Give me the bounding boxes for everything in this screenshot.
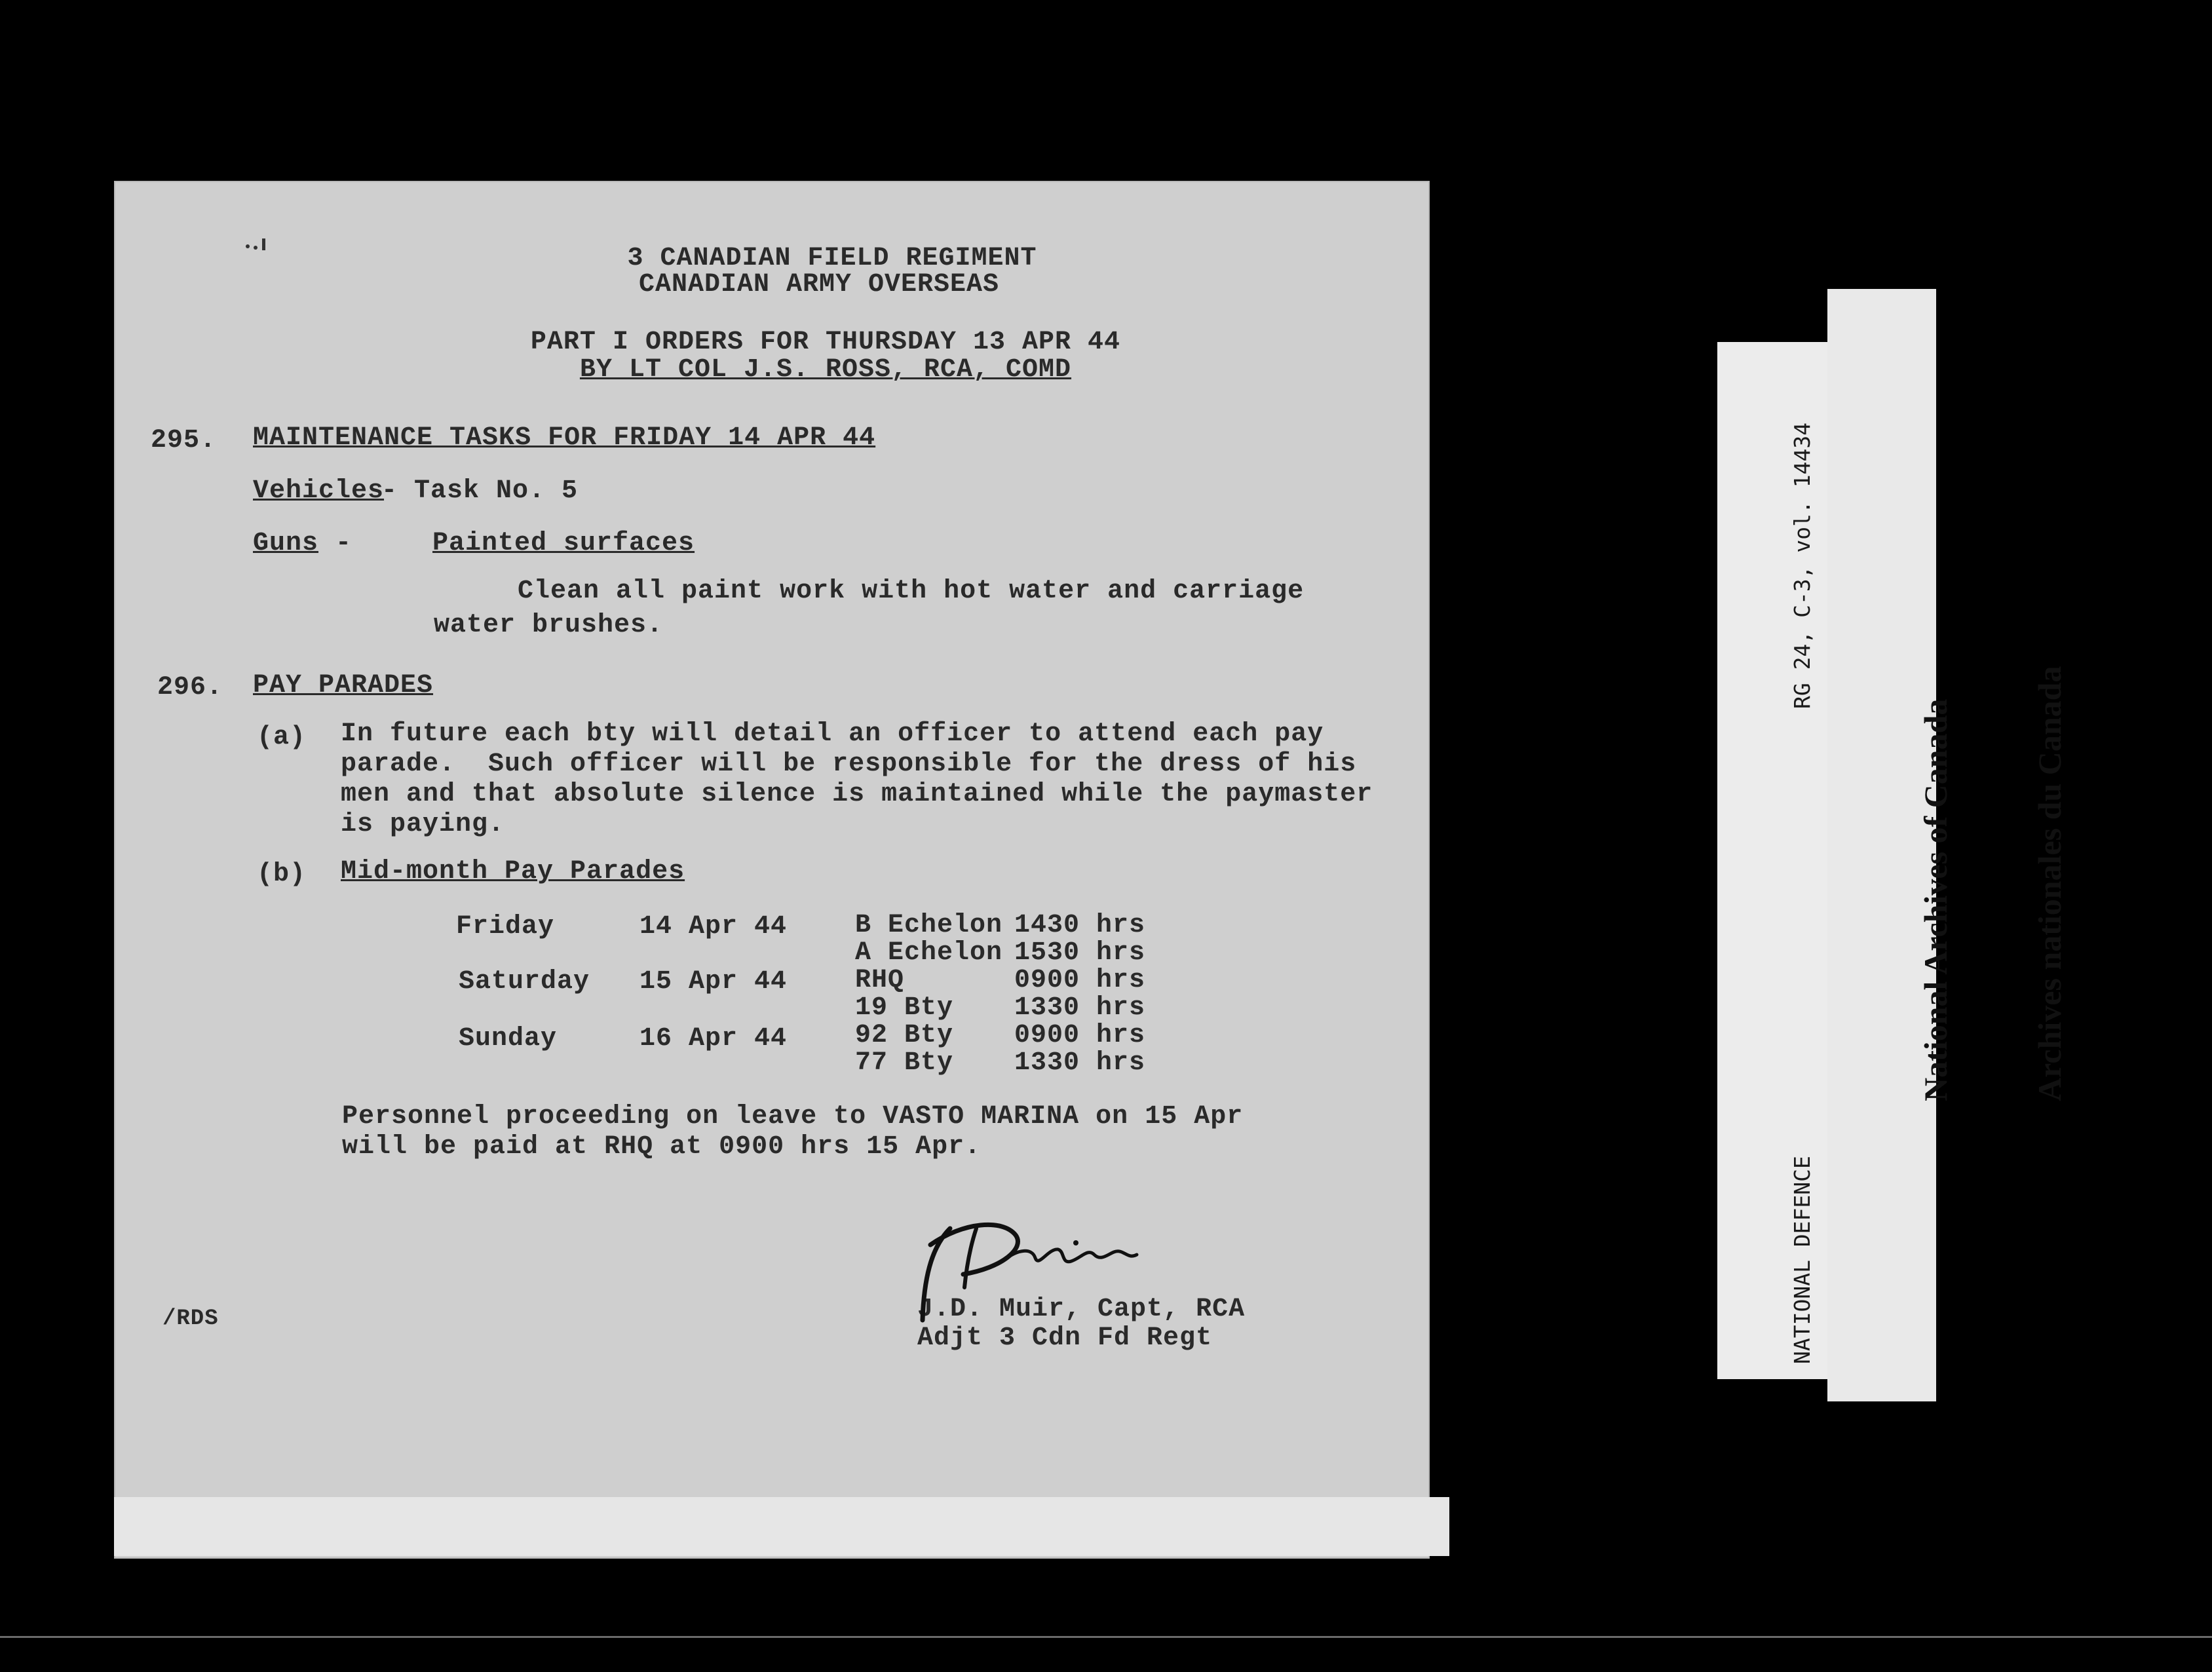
para-a-line-3: men and that absolute silence is maintained while the paymaster bbox=[341, 780, 1373, 809]
item-295-number: 295. bbox=[151, 426, 217, 455]
page-bottom-margin bbox=[114, 1497, 1449, 1556]
archives-name-fr: Archives nationales du Canada bbox=[2031, 666, 2068, 1101]
para-a-line-2: parade. Such officer will be responsible for the dress of his bbox=[341, 750, 1357, 779]
leave-note-line-1: Personnel proceeding on leave to VASTO MARINA on 15 Apr bbox=[342, 1102, 1244, 1131]
schedule-date: 16 Apr 44 bbox=[639, 1024, 788, 1054]
bottom-rule bbox=[0, 1636, 2212, 1638]
department-en: NATIONAL DEFENCE bbox=[1789, 1156, 1815, 1364]
paper-specks bbox=[244, 236, 270, 254]
guns-dash: - bbox=[335, 529, 353, 558]
schedule-unit: 92 Bty bbox=[855, 1021, 954, 1050]
item-295-body-1: Clean all paint work with hot water and carriage bbox=[518, 577, 1305, 606]
schedule-time: 1530 hrs bbox=[1014, 938, 1146, 968]
archives-name-en: National Archives of Canada bbox=[1917, 698, 1954, 1101]
schedule-time: 1330 hrs bbox=[1014, 1048, 1146, 1078]
orders-authority: BY LT COL J.S. ROSS, RCA, COMD bbox=[579, 355, 1072, 385]
item-295-body-2: water brushes. bbox=[434, 611, 664, 640]
orders-title: PART I ORDERS FOR THURSDAY 13 APR 44 bbox=[530, 328, 1121, 357]
schedule-unit: B Echelon bbox=[855, 911, 1003, 940]
para-a-label: (a) bbox=[257, 723, 307, 752]
signatory-name: J.D. Muir, Capt, RCA bbox=[917, 1295, 1246, 1324]
signatory-title: Adjt 3 Cdn Fd Regt bbox=[917, 1323, 1213, 1353]
para-b-heading: Mid-month Pay Parades bbox=[341, 857, 685, 886]
schedule-unit: A Echelon bbox=[855, 938, 1003, 968]
reference-mark: /RDS bbox=[162, 1306, 219, 1331]
schedule-time: 1430 hrs bbox=[1014, 911, 1146, 940]
document-page bbox=[114, 181, 1430, 1559]
item-295-heading: MAINTENANCE TASKS FOR FRIDAY 14 APR 44 bbox=[253, 423, 876, 453]
schedule-time: 0900 hrs bbox=[1014, 1021, 1146, 1050]
schedule-unit: RHQ bbox=[855, 966, 905, 995]
item-296-heading: PAY PARADES bbox=[253, 671, 434, 700]
schedule-date: 15 Apr 44 bbox=[639, 967, 788, 997]
guns-subheading: Painted surfaces bbox=[432, 529, 695, 558]
government-label bbox=[1717, 342, 1835, 1379]
para-b-label: (b) bbox=[257, 860, 307, 889]
unit-location: CANADIAN ARMY OVERSEAS bbox=[638, 270, 1000, 299]
schedule-unit: 77 Bty bbox=[855, 1048, 954, 1078]
handwritten-signature bbox=[904, 1209, 1179, 1330]
item-296-number: 296. bbox=[157, 673, 223, 702]
para-a-line-4: is paying. bbox=[341, 810, 505, 839]
schedule-day: Sunday bbox=[459, 1024, 558, 1054]
archive-reference: RG 24, C-3, vol. 14434 bbox=[1789, 422, 1815, 709]
national-archives-label bbox=[1827, 289, 2068, 1401]
leave-note-line-2: will be paid at RHQ at 0900 hrs 15 Apr. bbox=[342, 1132, 982, 1162]
schedule-day: Friday bbox=[456, 912, 555, 941]
vehicles-task: - Task No. 5 bbox=[381, 476, 579, 506]
schedule-time: 1330 hrs bbox=[1014, 993, 1146, 1023]
schedule-day: Saturday bbox=[459, 967, 590, 997]
unit-name: 3 CANADIAN FIELD REGIMENT bbox=[627, 244, 1037, 273]
vehicles-label: Vehicles bbox=[253, 476, 385, 506]
schedule-date: 14 Apr 44 bbox=[639, 912, 788, 941]
schedule-unit: 19 Bty bbox=[855, 993, 954, 1023]
guns-label: Guns bbox=[253, 529, 319, 558]
schedule-time: 0900 hrs bbox=[1014, 966, 1146, 995]
para-a-line-1: In future each bty will detail an officer to attend each pay bbox=[341, 719, 1324, 749]
